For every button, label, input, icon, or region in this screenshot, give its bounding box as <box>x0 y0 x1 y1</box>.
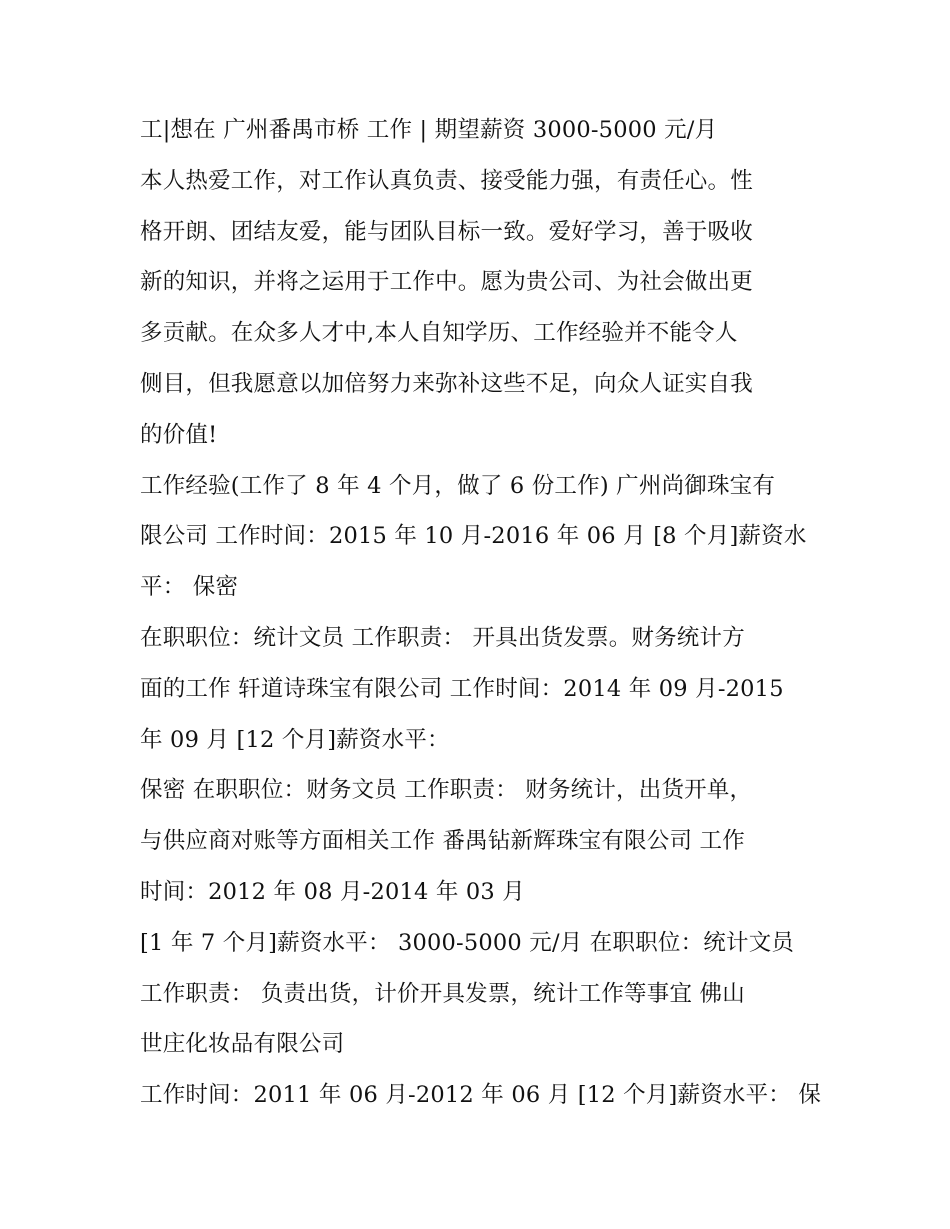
resume-text <box>140 105 820 1121</box>
text-line: 在职职位：统计文员 工作职责： 开具出货发票。财务统计方 <box>140 624 745 651</box>
text-line: 工作时间：2011 年 06 月-2012 年 06 月 [12 个月]薪资水平： 保 <box>140 1082 822 1109</box>
text-line: 本人热爱工作，对工作认真负责、接受能力强，有责任心。性 <box>140 167 753 194</box>
text-line: 与供应商对账等方面相关工作 番禺钻新辉珠宝有限公司 工作 <box>140 828 745 855</box>
text-line: 多贡献。在众多人才中,本人自知学历、工作经验并不能令人 <box>140 320 738 347</box>
text-line: 平： 保密 <box>140 574 239 601</box>
text-line: 工|想在 广州番禺市桥 工作 | 期望薪资 3000-5000 元/月 <box>140 117 718 143</box>
text-line: [1 年 7 个月]薪资水平： 3000-5000 元/月 在职职位：统计文员 <box>140 929 795 956</box>
text-line: 限公司 工作时间：2015 年 10 月-2016 年 06 月 [8 个月]薪资水 <box>140 523 807 550</box>
text-line: 保密 在职职位：财务文员 工作职责： 财务统计，出货开单， <box>140 777 753 804</box>
text-line: 时间：2012 年 08 月-2014 年 03 月 <box>140 878 525 905</box>
text-line: 面的工作 轩道诗珠宝有限公司 工作时间：2014 年 09 月-2015 <box>140 675 784 702</box>
text-line: 年 09 月 [12 个月]薪资水平： <box>140 726 450 753</box>
text-line: 工作经验(工作了 8 年 4 个月，做了 6 份工作) 广州尚御珠宝有 <box>140 472 776 499</box>
text-line: 格开朗、团结友爱，能与团队目标一致。爱好学习，善于吸收 <box>140 218 753 245</box>
text-line: 侧目，但我愿意以加倍努力来弥补这些不足，向众人证实自我 <box>140 370 753 397</box>
text-line: 的价值! <box>140 421 218 448</box>
text-line: 新的知识，并将之运用于工作中。愿为贵公司、为社会做出更 <box>140 269 753 296</box>
text-line: 工作职责： 负责出货，计价开具发票，统计工作等事宜 佛山 <box>140 980 745 1007</box>
text-line: 世庄化妆品有限公司 <box>140 1031 345 1058</box>
